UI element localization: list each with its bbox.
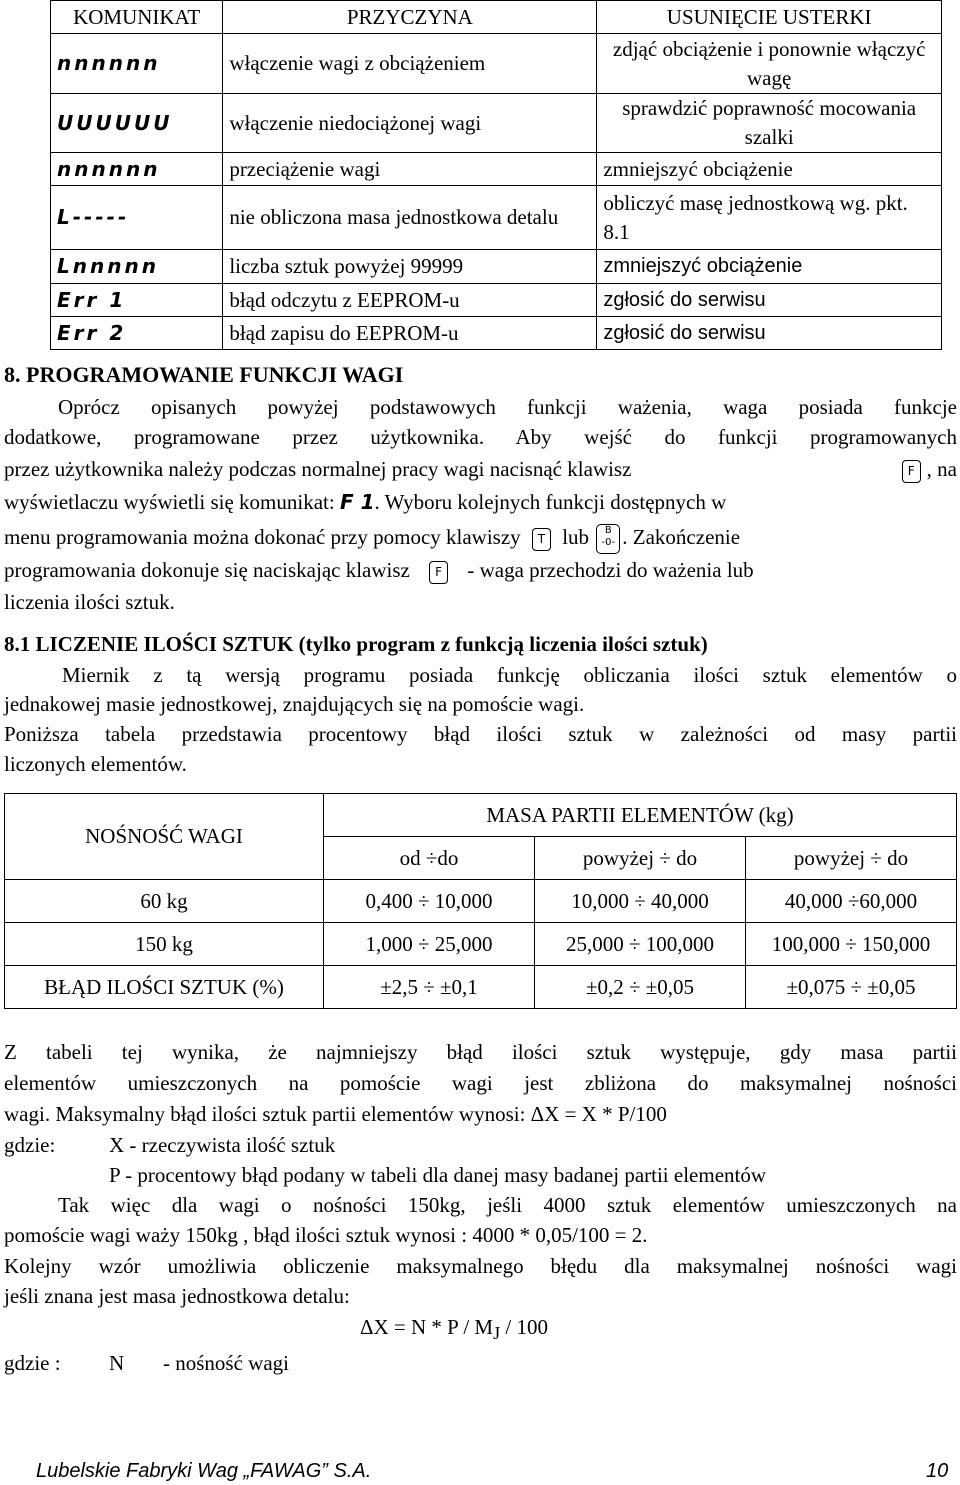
error-table-header <box>51 1 942 34</box>
table-row <box>51 250 942 284</box>
section-8-title: 8. PROGRAMOWANIE FUNKCJI WAGI <box>4 362 404 387</box>
mass-table-cell: 1,000 ÷ 25,000 <box>324 923 535 966</box>
key-f-icon: F <box>902 460 921 483</box>
text-run: lub <box>562 524 590 549</box>
body-line: elementów umieszczonych na pomoście wagi jest zbliżona do maksymalnej nośności <box>4 1071 957 1095</box>
section-8-1-line: liczonych elementów. <box>4 752 187 776</box>
body-line: P - procentowy błąd podany w tabeli dla danej masy badanej partii elementów <box>109 1163 767 1187</box>
table-row <box>51 94 942 153</box>
text-run: . Zakończenie <box>622 524 741 549</box>
text-run: wyświetlaczu wyświetli się komunikat: <box>4 490 335 514</box>
section-8-line: dodatkowe, programowane przez użytkownika. Aby wejść do funkcji programowanych <box>4 425 957 449</box>
error-cause: błąd odczytu z EEPROM-u <box>223 284 597 317</box>
error-fix: zmniejszyć obciążenie <box>597 153 942 186</box>
error-cause: włączenie niedociążonej wagi <box>223 94 597 153</box>
section-8-line <box>4 524 957 554</box>
error-code: nnnnnn <box>51 34 223 94</box>
section-8-1-line: Miernik z tą wersją programu posiada funkcję obliczania ilości sztuk elementów o <box>62 663 957 687</box>
mass-table-row-label: 60 kg <box>5 880 324 923</box>
error-code: L----- <box>51 186 223 250</box>
mass-table-group-header: MASA PARTII ELEMENTÓW (kg) <box>324 794 957 837</box>
key-f-icon: F <box>429 561 448 584</box>
key-b-zero-icon <box>596 524 620 554</box>
error-fix: zdjąć obciążenie i ponownie włączyć wagę <box>597 34 942 94</box>
body-line <box>4 1133 957 1158</box>
mass-table-subheader: od ÷do <box>324 837 535 880</box>
error-code: nnnnnn <box>51 153 223 186</box>
formula-end: / 100 <box>500 1315 548 1339</box>
key-t-icon: T <box>532 528 551 551</box>
mass-table-cell: 0,400 ÷ 10,000 <box>324 880 535 923</box>
body-line <box>4 1351 957 1376</box>
table-row <box>5 923 957 966</box>
header-przyczyna: PRZYCZYNA <box>223 1 597 34</box>
error-cause: nie obliczona masa jednostkowa detalu <box>223 186 597 250</box>
section-8-1-line: jednakowej masie jednostkowej, znajdujących się na pomoście wagi. <box>4 692 585 716</box>
gdzie-label: gdzie: <box>4 1133 56 1157</box>
table-row <box>51 284 942 317</box>
definition-x: X - rzeczywista ilość sztuk <box>109 1133 336 1157</box>
gdzie-label: gdzie : <box>4 1351 61 1375</box>
section-8-line <box>4 490 957 515</box>
text-run: menu programowania można dokonać przy pomocy klawiszy <box>4 524 521 549</box>
body-line: Tak więc dla wagi o nośności 150kg, jeśli 4000 sztuk elementów umieszczonych na <box>58 1193 957 1217</box>
table-row <box>5 966 957 1009</box>
error-cause: przeciążenie wagi <box>223 153 597 186</box>
text-run: - waga przechodzi do ważenia lub <box>467 558 754 582</box>
error-code: Lnnnnn <box>51 250 223 284</box>
body-line: wagi. Maksymalny błąd ilości sztuk partii elementów wynosi: ΔX = X * P/100 <box>4 1102 667 1126</box>
error-code: UUUUUU <box>51 94 223 153</box>
mass-table-row-label: BŁĄD ILOŚCI SZTUK (%) <box>5 966 324 1009</box>
section-8-line <box>4 457 957 483</box>
error-fix: zgłosić do serwisu <box>597 284 942 317</box>
mass-table-cell: 10,000 ÷ 40,000 <box>535 880 746 923</box>
mass-table-row-label: 150 kg <box>5 923 324 966</box>
table-row <box>51 34 942 94</box>
text-run <box>4 457 864 483</box>
mass-table-subheader: powyżej ÷ do <box>535 837 746 880</box>
error-fix: obliczyć masę jednostkową wg. pkt. 8.1 <box>597 186 942 250</box>
table-row <box>5 794 957 837</box>
mass-table-cell: 25,000 ÷ 100,000 <box>535 923 746 966</box>
mass-table-cell: ±0,2 ÷ ±0,05 <box>535 966 746 1009</box>
section-8-1-title: 8.1 LICZENIE ILOŚCI SZTUK (tylko program z funkcją liczenia ilości sztuk) <box>4 632 708 656</box>
mass-table-cell: 100,000 ÷ 150,000 <box>746 923 957 966</box>
body-line: jeśli znana jest masa jednostkowa detalu: <box>4 1284 350 1308</box>
mass-table-cell: 40,000 ÷60,000 <box>746 880 957 923</box>
body-line: Kolejny wzór umożliwia obliczenie maksymalnego błędu dla maksymalnej nośności wagi <box>4 1254 957 1278</box>
mass-table-subheader: powyżej ÷ do <box>746 837 957 880</box>
error-fix: zgłosić do serwisu <box>597 317 942 350</box>
section-8-1-line: Poniższa tabela przedstawia procentowy błąd ilości sztuk w zależności od masy partii <box>4 722 957 746</box>
error-fix: zmniejszyć obciążenie <box>597 250 942 284</box>
mass-table-cell: ±2,5 ÷ ±0,1 <box>324 966 535 1009</box>
formula-main: ΔX = N * P / M <box>360 1315 494 1339</box>
text-run: . Wyboru kolejnych funkcji dostępnych w <box>374 490 727 514</box>
error-cause: błąd zapisu do EEPROM-u <box>223 317 597 350</box>
table-row <box>51 186 942 250</box>
page-number: 10 <box>926 1460 949 1482</box>
body-line: Z tabeli tej wynika, że najmniejszy błąd ilości sztuk występuje, gdy masa partii <box>4 1040 957 1064</box>
text-run: przez użytkownika należy podczas normalnej pracy wagi nacisnąć klawisz <box>4 457 632 481</box>
mass-table-corner: NOŚNOŚĆ WAGI <box>5 794 324 880</box>
display-code: F 1 <box>339 490 375 514</box>
header-usuniecie: USUNIĘCIE USTERKI <box>597 1 942 34</box>
text-run: , na <box>926 457 957 481</box>
body-line: pomoście wagi waży 150kg , błąd ilości sztuk wynosi : 4000 * 0,05/100 = 2. <box>4 1223 648 1247</box>
error-fix: sprawdzić poprawność mocowania szalki <box>597 94 942 153</box>
error-code: Err 1 <box>51 284 223 317</box>
symbol-n: N <box>109 1351 125 1375</box>
text-run <box>896 457 957 483</box>
key-b-bottom: -0- <box>601 537 616 548</box>
table-row <box>51 153 942 186</box>
mass-table <box>4 793 957 1009</box>
formula-subscript: J <box>493 1323 501 1344</box>
table-row <box>5 880 957 923</box>
error-table <box>50 0 942 350</box>
error-cause: liczba sztuk powyżej 99999 <box>223 250 597 284</box>
mass-table-cell: ±0,075 ÷ ±0,05 <box>746 966 957 1009</box>
section-8-line <box>4 558 957 584</box>
footer-company: Lubelskie Fabryki Wag „FAWAG” S.A. <box>36 1460 372 1482</box>
key-b-top: B <box>604 525 612 536</box>
section-8-line: Oprócz opisanych powyżej podstawowych funkcji ważenia, waga posiada funkcje <box>58 395 957 419</box>
definition-n: - nośność wagi <box>163 1351 289 1375</box>
header-komunikat: KOMUNIKAT <box>51 1 223 34</box>
table-row <box>51 317 942 350</box>
error-cause: włączenie wagi z obciążeniem <box>223 34 597 94</box>
error-code: Err 2 <box>51 317 223 350</box>
formula <box>360 1315 548 1344</box>
section-8-line: liczenia ilości sztuk. <box>4 590 175 614</box>
text-run: programowania dokonuje się naciskając klawisz <box>4 558 410 582</box>
